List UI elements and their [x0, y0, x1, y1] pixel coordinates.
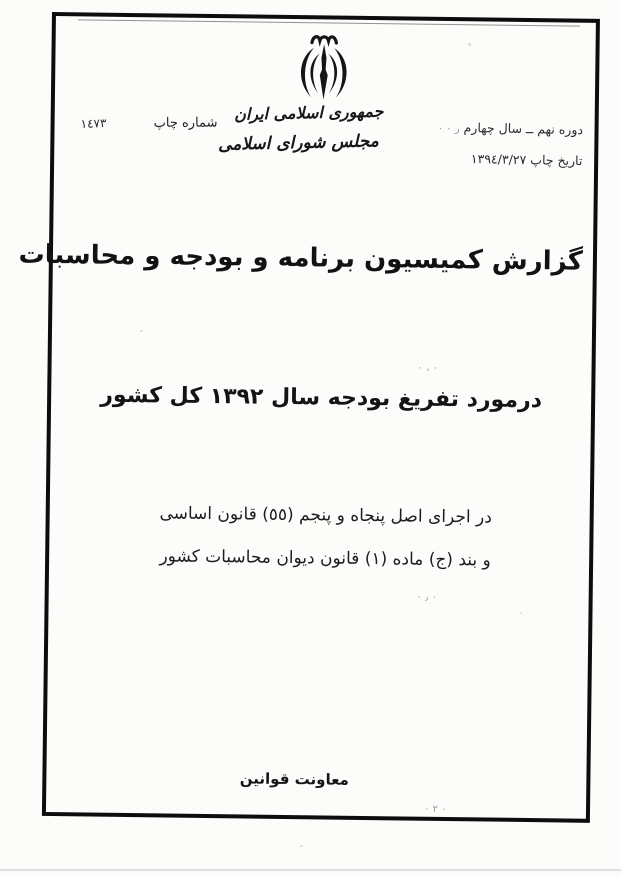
scan-speck [140, 330, 143, 332]
org-name-line2: مجلس شورای اسلامی [217, 131, 380, 155]
iran-national-emblem-icon [286, 33, 361, 106]
term-line-noise: ر ٠ ٠ [437, 123, 460, 135]
scan-dots-bottom: ٠ ٢ ٠ [423, 803, 447, 816]
scan-speck [468, 43, 471, 46]
legal-basis-line1: در اجرای اصل پنجاه و پنجم (٥٥) قانون اساسی [159, 503, 492, 528]
term-year-line: دوره نهم ــ سال چهارم ر ٠ ٠ [437, 119, 583, 138]
scan-dots-mid: ٠ ٫ ٠ [416, 591, 438, 603]
print-number-label: شماره چاپ [153, 115, 218, 131]
report-subtitle: درمورد تفریغ بودجه سال ۱۳۹۲ کل کشور [100, 382, 543, 414]
page-frame [18, 12, 600, 823]
org-name-line1: جمهوری اسلامی ایران [233, 101, 384, 124]
footer-department: معاونت قوانین [239, 769, 350, 789]
legal-basis-line2: و بند (ج) ماده (۱) قانون دیوان محاسبات کشور [159, 546, 491, 571]
print-number: ۱٤۷۳ [80, 116, 107, 132]
scan-bottom-edge [0, 869, 621, 871]
scan-speck [520, 612, 522, 614]
print-date-line: تاریخ چاپ ۱۳۹٤/۳/۲۷ [470, 151, 583, 169]
scan-dots-top: ٠ ، ٠ [417, 362, 438, 374]
report-title: گزارش کمیسیون برنامه و بودجه و محاسبات [18, 239, 584, 277]
frame-top-inner-line [77, 19, 579, 26]
scan-speck [300, 845, 303, 847]
